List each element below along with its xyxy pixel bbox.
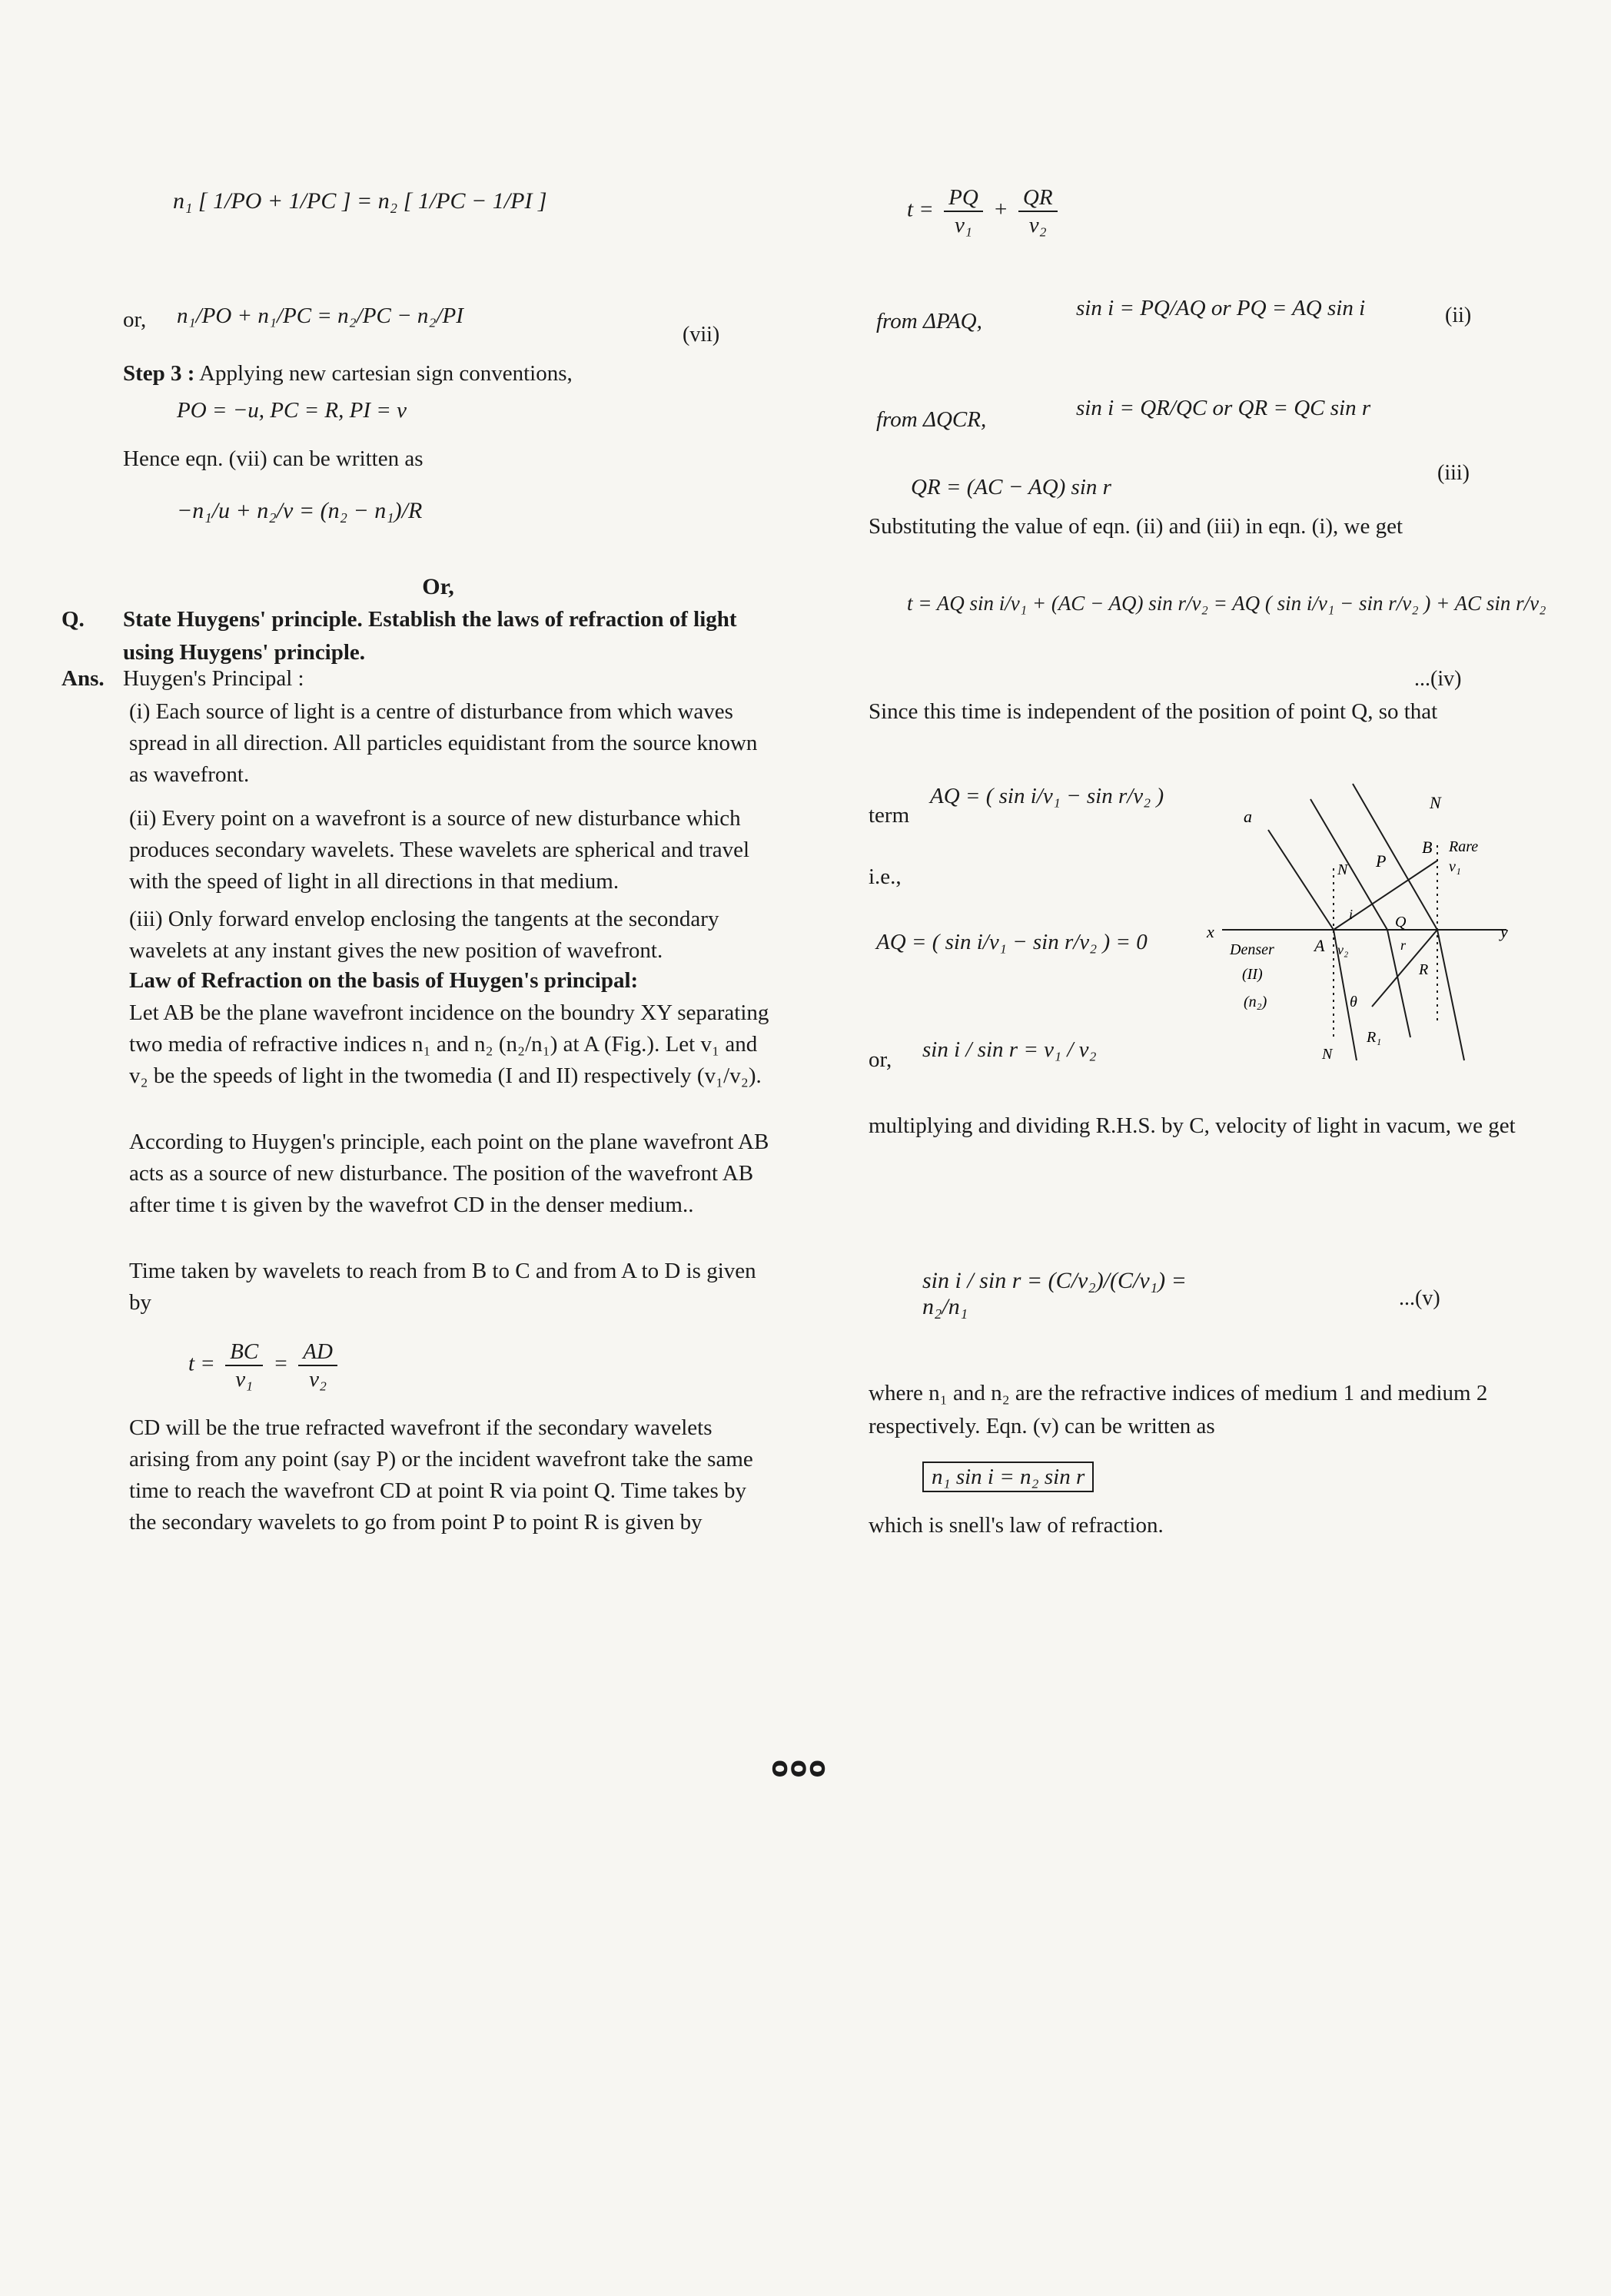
t-eq-sum bbox=[907, 184, 1138, 238]
law-para-1: Let AB be the plane wavefront incidence on the boundry XY separating two media of refractive indices n₁ and n₂ (n₂/n₁) at A (Fig.). Let v₁ and v₂ be the speeds of light in the twomedia (I and II) respectively (v₁/v₂). bbox=[129, 1000, 769, 1088]
eq-line-1: n₁ [ 1/PO + 1/PC ] = n₂ [ 1/PC − 1/PI ] bbox=[173, 188, 547, 214]
fig-label-n-mid: N bbox=[1337, 861, 1348, 878]
time-equation bbox=[188, 1339, 419, 1392]
eq-vii: n₁/PO + n₁/PC = n₂/PC − n₂/PI bbox=[177, 304, 463, 328]
answer-label: Ans. bbox=[61, 666, 105, 691]
hence-text: Hence eqn. (vii) can be written as bbox=[123, 446, 424, 471]
or-label: or, bbox=[869, 1047, 892, 1072]
time-eq-num-2: AD bbox=[298, 1339, 337, 1366]
step3-label: Step 3 : bbox=[123, 361, 195, 386]
fig-label-i: i bbox=[1349, 907, 1354, 922]
step3-line bbox=[123, 357, 753, 390]
eq-ii: sin i = PQ/AQ or PQ = AQ sin i bbox=[1076, 296, 1366, 320]
or-prefix: or, bbox=[123, 307, 147, 332]
fig-label-r: r bbox=[1400, 937, 1407, 953]
question-text: State Huygens' principle. Establish the laws of refraction of light using Huygens' principle. bbox=[123, 607, 737, 665]
term-label: term bbox=[869, 803, 910, 828]
fig-label-a: a bbox=[1244, 807, 1252, 826]
refraction-figure bbox=[1199, 776, 1522, 1099]
fig-label-v1: v₁ bbox=[1449, 858, 1461, 875]
step3-values: PO = −u, PC = R, PI = v bbox=[177, 398, 407, 423]
t-eq-den-2: v₂ bbox=[1028, 213, 1047, 237]
subst-text: Substituting the value of eqn. (ii) and (iii) in eqn. (i), we get bbox=[869, 514, 1403, 539]
snell-ratio: sin i / sin r = (C/v₂)/(C/v₁) = n₂/n₁ bbox=[922, 1268, 1187, 1319]
time-eq-num-1: BC bbox=[225, 1339, 263, 1366]
mirror-formula: −n₁/u + n₂/v = (n₂ − n₁)/R bbox=[177, 498, 423, 523]
fig-label-rr: R bbox=[1419, 961, 1429, 978]
fig-label-denser: Denser bbox=[1230, 941, 1274, 958]
time-eq-frac-2 bbox=[298, 1339, 337, 1392]
fig-label-n-top: N bbox=[1430, 793, 1441, 812]
eq-iv-label: ...(iv) bbox=[1414, 667, 1462, 691]
eq-iv: t = AQ sin i/v₁ + (AC − AQ) sin r/v₂ = AQ ( sin i/v₁ − sin r/v₂ ) + AC sin r/v₂ bbox=[907, 592, 1546, 615]
t-eq-frac-2 bbox=[1018, 184, 1058, 238]
snell-law-box: n₁ sin i = n₂ sin r bbox=[922, 1462, 1094, 1492]
time-eq-den-2: v₂ bbox=[309, 1367, 327, 1392]
fig-label-v2: v₂ bbox=[1337, 942, 1349, 957]
law-para-3: Time taken by wavelets to reach from B to C and from A to D is given by bbox=[129, 1259, 756, 1315]
fig-label-r1: R₁ bbox=[1367, 1029, 1382, 1046]
fig-label-q: Q bbox=[1395, 914, 1407, 931]
eq-v-label: ...(v) bbox=[1399, 1286, 1440, 1310]
refracted-ray-3 bbox=[1437, 930, 1464, 1060]
law-para-2: According to Huygen's principle, each point on the plane wavefront AB acts as a source of new disturbance. The position of the wavefront AB after time t is given by the wavefrot CD in the denser medium.. bbox=[129, 1130, 769, 1217]
fig-label-n2: (n₂) bbox=[1244, 994, 1267, 1010]
fig-label-ii: (II) bbox=[1242, 966, 1263, 983]
principle-point-2: (ii) Every point on a wavefront is a source of new disturbance which produces secondary wavelets. These wavelets are spherical and travel with the speed of light in all directions in that medium. bbox=[129, 806, 750, 894]
law-para-4: CD will be the true refracted wavefront if the secondary wavelets arising from any point (say P) or the incident wavefront take the same time to reach the wavefront CD at point R via point Q. Time takes by the secondary wavelets to go from point P to point R is given by bbox=[129, 1415, 753, 1535]
t-eq-num-2: QR bbox=[1018, 184, 1058, 212]
incident-ray-a bbox=[1268, 830, 1334, 930]
eq-iii-label: (iii) bbox=[1437, 461, 1470, 485]
fig-label-x: x bbox=[1207, 922, 1214, 941]
from-apq: from ΔPAQ, bbox=[876, 309, 982, 333]
principle-point-3: (iii) Only forward envelop enclosing the tangents at the secondary wavelets at any instant gives the new position of wavefront. bbox=[129, 907, 719, 963]
answer-title: Huygen's Principal : bbox=[123, 666, 304, 691]
fig-label-n-bottom: N bbox=[1322, 1046, 1333, 1063]
end-mark: ᴑᴑᴑ bbox=[771, 1752, 828, 1783]
term-eq: AQ = ( sin i/v₁ − sin r/v₂ ) bbox=[930, 784, 1164, 808]
where-text: where n₁ and n₂ are the refractive indices of medium 1 and medium 2 respectively. Eqn. (v) can be written as bbox=[869, 1381, 1488, 1438]
eq-qcr: sin i = QR/QC or QR = QC sin r bbox=[1076, 396, 1371, 420]
fig-label-p: P bbox=[1376, 851, 1387, 871]
snell-boxed bbox=[922, 1465, 1094, 1490]
eq-vi-bracket bbox=[173, 188, 757, 265]
time-eq-equals: = bbox=[273, 1351, 289, 1376]
fig-label-b: B bbox=[1422, 838, 1433, 857]
t-eq-frac-1 bbox=[944, 184, 983, 238]
eq-vii-label: (vii) bbox=[683, 323, 720, 347]
question-label: Q. bbox=[61, 607, 85, 632]
mult-text: multiplying and dividing R.H.S. by C, velocity of light in vacum, we get bbox=[869, 1113, 1516, 1138]
principle-point-1: (i) Each source of light is a centre of disturbance from which waves spread in all direction. All particles equidistant from the source known as wavefront. bbox=[129, 699, 758, 787]
since-text: Since this time is independent of the position of point Q, so that bbox=[869, 699, 1438, 724]
final-text: which is snell's law of refraction. bbox=[869, 1513, 1164, 1538]
law-heading: Law of Refraction on the basis of Huygen's principal: bbox=[129, 968, 639, 993]
time-eq-lhs: t = bbox=[188, 1351, 215, 1376]
fig-label-rare: Rare bbox=[1449, 838, 1479, 855]
ie-label: i.e., bbox=[869, 864, 902, 889]
t-eq-plus: + bbox=[993, 197, 1008, 222]
step3-text: Applying new cartesian sign conventions, bbox=[199, 361, 573, 386]
eq-iii: QR = (AC − AQ) sin r bbox=[911, 475, 1111, 499]
t-eq-den-1: v₁ bbox=[954, 213, 972, 237]
time-eq-den-1: v₁ bbox=[235, 1367, 254, 1392]
time-eq-frac-1 bbox=[225, 1339, 263, 1392]
fig-label-theta: θ bbox=[1350, 994, 1357, 1010]
ratio-eq: sin i / sin r = v₁ / v₂ bbox=[922, 1037, 1097, 1062]
eq-ii-label: (ii) bbox=[1445, 304, 1472, 327]
t-eq-lhs: t = bbox=[907, 197, 934, 222]
or-heading: Or, bbox=[422, 574, 454, 599]
ie-eq: AQ = ( sin i/v₁ − sin r/v₂ ) = 0 bbox=[876, 930, 1148, 954]
t-eq-num-1: PQ bbox=[944, 184, 983, 212]
fig-label-a-point: A bbox=[1314, 936, 1325, 955]
fig-label-y: y bbox=[1500, 922, 1508, 941]
from-qcr: from ΔQCR, bbox=[876, 407, 987, 432]
